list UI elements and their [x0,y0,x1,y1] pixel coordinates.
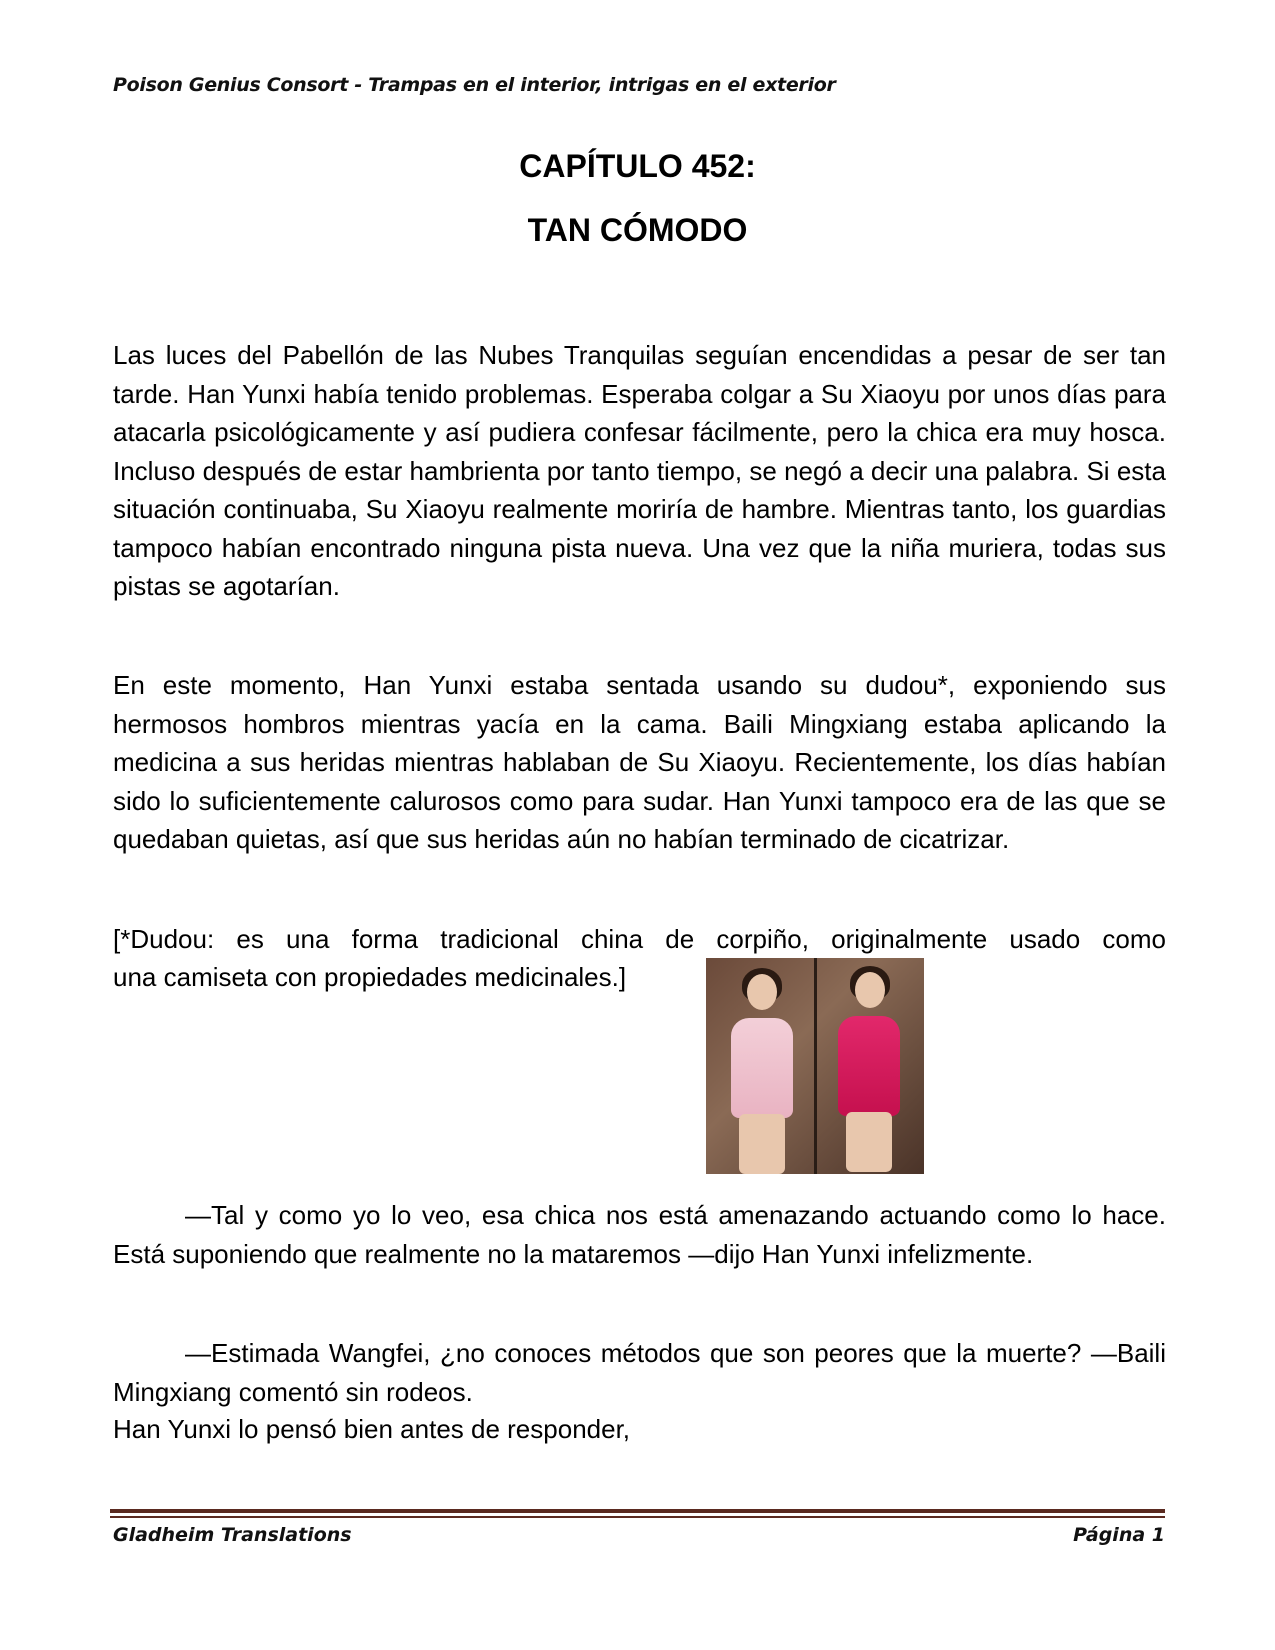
footnote-line-1: [*Dudou: es una forma tradicional china de corpiño, originalmente usado como [113,924,1166,954]
footer-page-number: Página 1 [1073,1524,1165,1546]
footer-rule-thick [110,1509,1165,1513]
chapter-title: TAN CÓMODO [527,212,748,248]
dudou-photo [706,958,924,1174]
footnote-line-2: una camiseta con propiedades medicinales.] [113,962,627,992]
running-header: Poison Genius Consort - Trampas en el interior, intrigas en el exterior [113,74,836,96]
paragraph-5: Han Yunxi lo pensó bien antes de responder, [113,1414,631,1444]
chapter-number: CAPÍTULO 452: [519,148,756,184]
footer-publisher: Gladheim Translations [113,1524,352,1546]
footer-rule-thin [110,1516,1165,1518]
paragraph-1: Las luces del Pabellón de las Nubes Tranquilas seguían encendidas a pesar de ser tan tarde. Han Yunxi había tenido problemas. Esperaba colgar a Su Xiaoyu por unos días para atacarla psicológicamente y así pudiera confesar fácilmente, pero la chica era muy hosca. Incluso después de estar hambrienta por tanto tiempo, se negó a decir una palabra. Si esta situación continuaba, Su Xiaoyu realmente moriría de hambre. Mientras tanto, los guardias tampoco habían encontrado ninguna pista nueva. Una vez que la niña muriera, todas sus pistas se agotarían. [113,340,1166,601]
paragraph-3: —Tal y como yo lo veo, esa chica nos está amenazando actuando como lo hace. Está suponiendo que realmente no la mataremos —dijo Han Yunxi infelizmente. [113,1200,1166,1269]
paragraph-2: En este momento, Han Yunxi estaba sentada usando su dudou*, exponiendo sus hermosos hombros mientras yacía en la cama. Baili Mingxiang estaba aplicando la medicina a sus heridas mientras hablaban de Su Xiaoyu. Recientemente, los días habían sido lo suficientemente calurosos como para sudar. Han Yunxi tampoco era de las que se quedaban quietas, así que sus heridas aún no habían terminado de cicatrizar. [113,670,1166,854]
photo-divider [814,958,817,1174]
paragraph-4: —Estimada Wangfei, ¿no conoces métodos que son peores que la muerte? —Baili Mingxiang comentó sin rodeos. [113,1338,1166,1407]
